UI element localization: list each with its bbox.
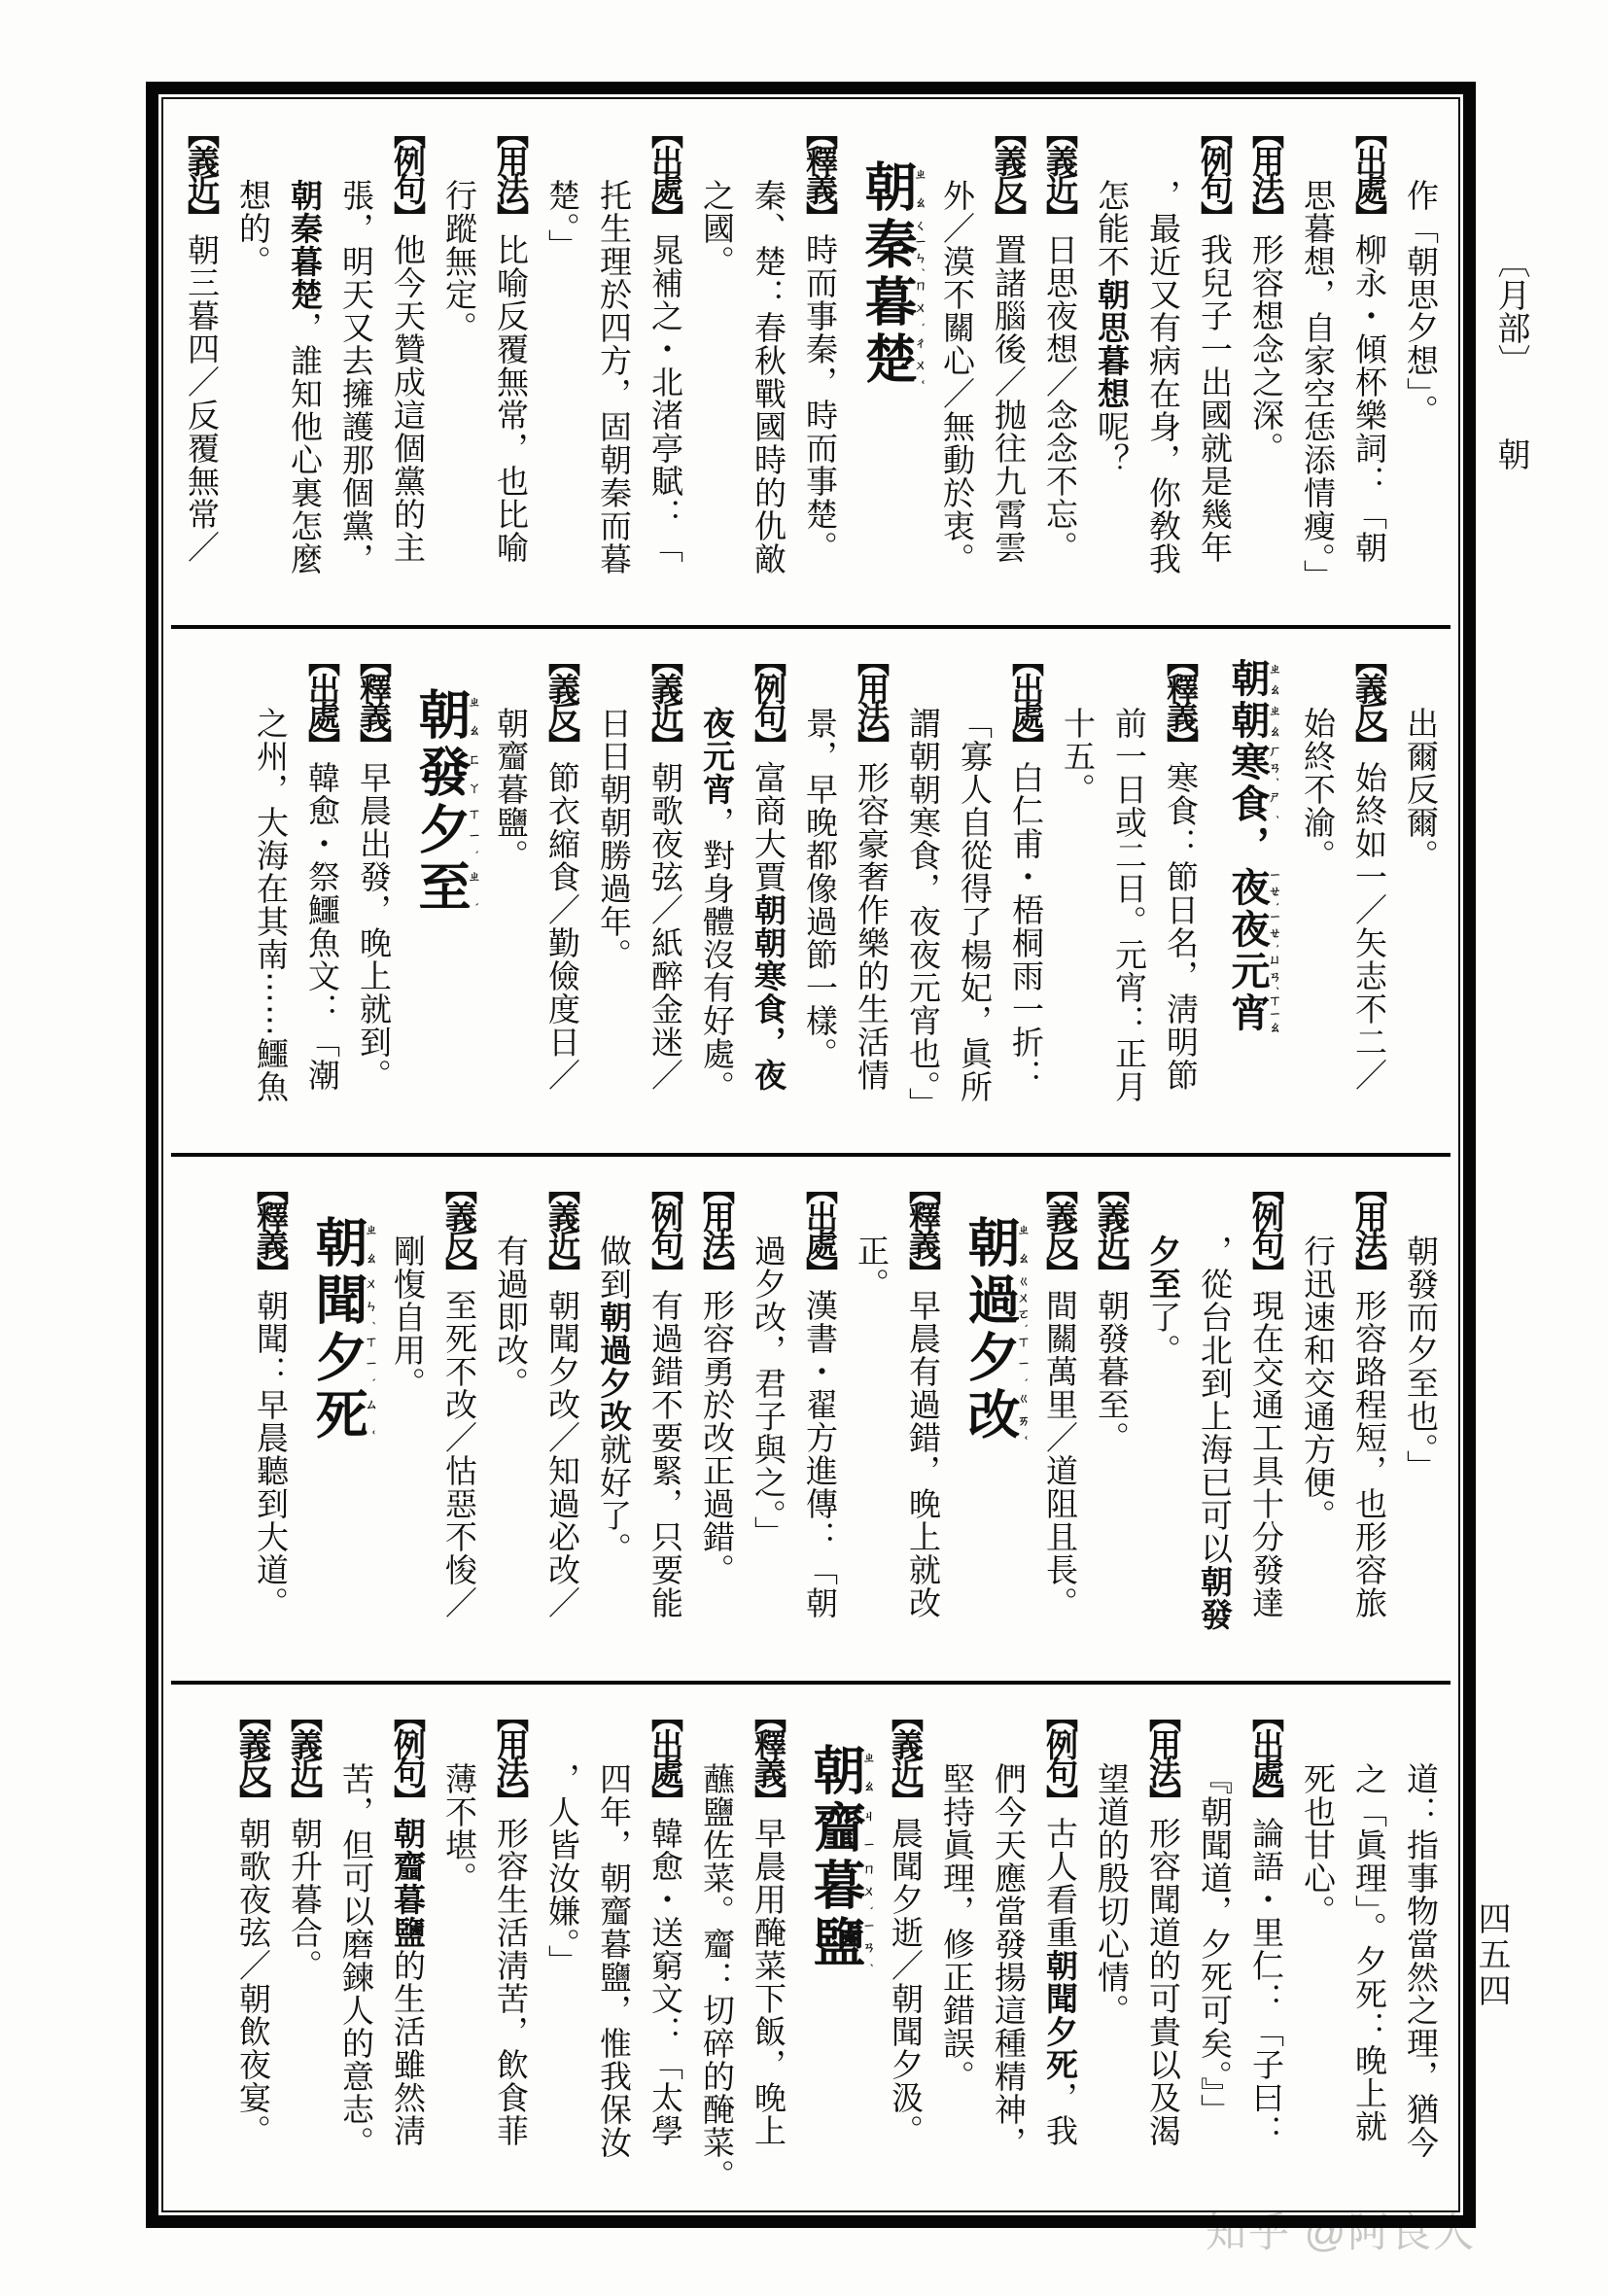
body-text: 十五。: [1059, 707, 1094, 806]
section-label: 【出處】: [1007, 644, 1042, 757]
section-column: [483, 1690, 535, 2203]
body-text: 做到: [595, 1235, 630, 1301]
text-column: [1393, 635, 1445, 1147]
text-column: [1084, 107, 1136, 619]
body-text: 正。: [853, 1235, 888, 1301]
section-column: [1342, 635, 1393, 1147]
content-frame: [146, 82, 1476, 2228]
section-column: [432, 1163, 483, 1675]
zhuyin-annotation: ㄇㄨˋ: [912, 274, 927, 331]
body-text: 形容生活淸苦，飲食菲: [492, 1817, 527, 2147]
section-label: 【義反】: [990, 117, 1025, 229]
section-label: 【義近】: [286, 1700, 321, 1813]
idiom-emphasis: 朝秦暮楚: [286, 179, 321, 311]
section-column: [535, 1163, 586, 1675]
section-label: 【例句】: [1196, 117, 1231, 229]
section-column: [981, 107, 1032, 619]
zhuyin-annotation: ㄓㄠ: [1267, 658, 1281, 700]
section-label: 【出處】: [303, 644, 338, 757]
body-text: ，我: [1041, 2081, 1076, 2147]
body-text: 比喻反覆無常，也比喻: [492, 233, 527, 564]
body-text: 形容聞道的可貴以及渴: [1144, 1817, 1179, 2147]
section-label: 【義反】: [1041, 1172, 1076, 1285]
text-column: [1136, 1163, 1187, 1675]
text-column: [535, 1690, 586, 2203]
text-column: [586, 635, 638, 1147]
section-label: 【義近】: [1093, 1172, 1128, 1285]
idiom-title: 朝ㄓㄠ齏ㄐㄧ暮ㄇㄨˋ鹽ㄧㄢˊ: [806, 1743, 876, 1972]
body-text: 就好了。: [595, 1433, 630, 1565]
body-text: 的生活雖然淸: [389, 1949, 424, 2147]
text-column: [792, 635, 844, 1147]
section-label: 【義反】: [543, 644, 578, 757]
body-text: 之州，大海在其南⋯⋯鱷魚: [252, 707, 287, 1103]
section-column: [1032, 1163, 1084, 1675]
body-text: 節衣縮食／勤儉度日／: [543, 761, 578, 1092]
text-column: [929, 1690, 981, 2203]
zhuyin-annotation: ㄍㄨㄛˋ: [1015, 1272, 1031, 1330]
body-text: 剛愎自用。: [389, 1235, 424, 1400]
body-text: 之「眞理」。夕死：晚上就: [1350, 1762, 1385, 2143]
text-column: [689, 107, 741, 619]
zhuyin-annotation: ㄐㄧ: [860, 1800, 876, 1858]
section-label: 【義近】: [543, 1172, 578, 1285]
section-label: 【用法】: [853, 644, 888, 757]
body-text: 們今天應當發揚這種精神，: [990, 1762, 1025, 2159]
body-text: 始終不渝。: [1299, 707, 1334, 872]
zhuyin-annotation: ㄧㄢˊ: [860, 1915, 876, 1972]
text-column: [483, 635, 535, 1147]
section-column: [638, 1163, 689, 1675]
section-label: 【義反】: [1350, 644, 1385, 757]
watermark: 知乎 @阿良人: [1206, 2209, 1477, 2255]
body-text: 朝聞：早晨聽到大道。: [252, 1289, 287, 1619]
zhuyin-annotation: ㄩㄢˊ: [1267, 951, 1281, 992]
zhuyin-annotation: ㄓˋ: [466, 859, 481, 917]
zhuyin-annotation: ㄨㄣˊ: [363, 1272, 378, 1330]
section-column: [1032, 107, 1084, 619]
idiom-emphasis: 朝聞夕死: [1041, 1949, 1076, 2081]
body-text: 死也甘心。: [1299, 1762, 1334, 1928]
body-text: 怎能不: [1093, 179, 1128, 278]
text-column: [1084, 1690, 1136, 2203]
section-label: 【釋義】: [355, 644, 390, 757]
idiom-emphasis: 朝思暮想: [1093, 278, 1128, 410]
body-text: ，最近又有病在身，你敎我: [1144, 179, 1179, 575]
body-text: 日思夜想／念念不忘。: [1041, 233, 1076, 564]
body-text: 朝歌夜弦／紙醉金迷／: [647, 761, 682, 1092]
body-text: 形容想念之深。: [1247, 233, 1282, 465]
section-column: [998, 635, 1050, 1147]
text-column: [1393, 1163, 1445, 1675]
body-text: 前一日或二日。元宵：正月: [1110, 707, 1145, 1103]
section-label: 【用法】: [492, 117, 527, 229]
body-text: 朝發而夕至也。」: [1402, 1235, 1437, 1483]
body-text: 謂朝朝寒食，夜夜元宵也。」: [904, 707, 939, 1121]
section-column: [1239, 1163, 1290, 1675]
body-text: 堅持眞理，修正錯誤。: [938, 1762, 973, 2093]
frame-inner-border: [161, 97, 1460, 2212]
body-text: 朝齏暮鹽。: [492, 707, 527, 872]
text-column: [1136, 107, 1187, 619]
zhuyin-annotation: ㄓㄠ: [860, 1743, 876, 1800]
section-column: [1084, 1163, 1136, 1675]
text-column: [741, 107, 792, 619]
section-column: [295, 635, 346, 1147]
section-label: 【用法】: [1247, 117, 1282, 229]
idiom-emphasis: 夜元宵: [698, 707, 733, 806]
text-column: [329, 1690, 380, 2203]
body-text: 了。: [1144, 1301, 1179, 1367]
text-column: [689, 635, 741, 1147]
section-column: [844, 635, 895, 1147]
body-text: 有過即改。: [492, 1235, 527, 1400]
idiom-title: 朝ㄓㄠ發ㄈㄚ夕ㄒㄧˋ至ㄓˋ: [411, 687, 481, 917]
section-label: 【釋義】: [1162, 644, 1197, 757]
body-text: 日日朝朝勝過年。: [595, 707, 630, 971]
body-text: 朝歌夜弦／朝飲夜宴。: [234, 1817, 269, 2147]
body-text: 早晨有過錯，晚上就改: [904, 1289, 939, 1619]
text-column: [432, 1690, 483, 2203]
section-column: [174, 107, 226, 619]
section-label: 【出處】: [1247, 1700, 1282, 1813]
body-text: 間關萬里／道阻且長。: [1041, 1289, 1076, 1619]
text-column: [1290, 1690, 1342, 2203]
section-column: [1032, 1690, 1084, 2203]
body-text: 托生理於四方，固朝秦而暮: [595, 179, 630, 575]
body-text: 四年，朝齏暮鹽，惟我保汝: [595, 1762, 630, 2159]
zhuyin-annotation: ㄍㄞˇ: [1015, 1387, 1031, 1444]
section-column: [895, 1163, 947, 1675]
section-column: [741, 1690, 792, 2203]
text-column: [689, 1690, 741, 2203]
body-text: 早晨用醃菜下飯，晚上: [750, 1817, 785, 2147]
section-column: [792, 1163, 844, 1675]
section-column: [1239, 1690, 1290, 2203]
section-label: 【出處】: [647, 117, 682, 229]
text-column: [929, 107, 981, 619]
idiom-title: 朝ㄓㄠ秦ㄑㄧㄣˊ暮ㄇㄨˋ楚ㄔㄨˇ: [857, 159, 927, 389]
body-text: 朝三暮四／反覆無常／: [183, 233, 218, 564]
body-text: 「寡人自從得了楊妃，眞所: [956, 707, 991, 1103]
body-text: 寒食：節日名，淸明節: [1162, 761, 1197, 1092]
body-text: 我兒子一出國就是幾年: [1196, 233, 1231, 564]
zhuyin-annotation: ㄓㄠ: [912, 159, 927, 217]
body-text: ，人皆汝嫌。」: [543, 1762, 578, 1978]
section-label: 【例句】: [389, 117, 424, 229]
body-text: 形容勇於改正過錯。: [698, 1289, 733, 1586]
body-text: 漢書・翟方進傳：「朝: [801, 1289, 836, 1619]
text-column: [243, 635, 295, 1147]
body-text: 晨聞夕逝／朝聞夕汲。: [887, 1817, 922, 2147]
body-text: 望道的殷切心情。: [1093, 1762, 1128, 2027]
section-column: [1342, 107, 1393, 619]
idiom-emphasis: 朝齏暮鹽: [389, 1817, 424, 1949]
band-row-2: [169, 629, 1452, 1153]
band-row-1: [169, 101, 1452, 625]
zhuyin-annotation: ㄙˇ: [363, 1387, 378, 1444]
section-column: [1239, 107, 1290, 619]
zhuyin-annotation: ㄒㄧˋ: [363, 1330, 378, 1387]
section-label: 【義近】: [183, 117, 218, 229]
section-label: 【例句】: [647, 1172, 682, 1285]
body-text: 朝發暮至。: [1093, 1289, 1128, 1454]
body-text: 柳永・傾杯樂詞：「朝: [1350, 233, 1385, 564]
text-column: [1050, 635, 1101, 1147]
section-column: [1342, 1163, 1393, 1675]
body-text: 張，明天又去擁護那個黨，: [337, 179, 372, 575]
section-label: 【用法】: [698, 1172, 733, 1285]
band-row-3: [169, 1157, 1452, 1681]
body-text: 秦、楚：春秋戰國時的仇敵: [750, 179, 785, 575]
section-column: [792, 107, 844, 619]
text-column: [1290, 107, 1342, 619]
zhuyin-annotation: ㄕˊ: [1267, 783, 1281, 825]
text-column: [277, 107, 329, 619]
idiom-emphasis: 朝朝寒食，夜: [750, 893, 785, 1092]
zhuyin-annotation: ㄑㄧㄣˊ: [912, 217, 927, 274]
body-text: 形容豪奢作樂的生活情: [853, 761, 888, 1092]
body-text: 之國。: [698, 179, 733, 278]
text-column: [1101, 635, 1153, 1147]
section-column: [380, 1690, 432, 2203]
section-label: 【用法】: [1350, 1172, 1385, 1285]
zhuyin-annotation: ㄓㄠ: [1015, 1215, 1031, 1272]
body-text: 出爾反爾。: [1402, 707, 1437, 872]
section-column: [346, 635, 398, 1147]
zhuyin-annotation: ㄧㄝˋ: [1267, 867, 1281, 909]
text-column: [329, 107, 380, 619]
body-text: 富商大賈: [750, 761, 785, 893]
text-column: [432, 107, 483, 619]
text-column: [1393, 1690, 1445, 2203]
text-column: [1342, 1690, 1393, 2203]
section-label: 【用法】: [1144, 1700, 1179, 1813]
body-text: 他今天贊成這個黨的主: [389, 233, 424, 564]
text-column: [483, 1163, 535, 1675]
idiom-title: 朝ㄓㄠ朝ㄓㄠ寒ㄏㄢˊ食ㄕˊ，夜ㄧㄝˋ夜ㄧㄝˋ元ㄩㄢˊ宵ㄒㄧㄠ: [1226, 658, 1281, 1034]
section-label: 【義近】: [1041, 117, 1076, 229]
section-column: [1187, 107, 1239, 619]
body-text: 楚。」: [543, 179, 578, 262]
section-label: 【例句】: [1247, 1172, 1282, 1285]
zhuyin-annotation: ㄓㄠ: [1267, 700, 1281, 742]
idiom-emphasis: 夕至: [1144, 1235, 1179, 1301]
section-label: 【義近】: [887, 1700, 922, 1813]
text-column: [981, 1690, 1032, 2203]
section-label: 【出處】: [801, 1172, 836, 1285]
section-label: 【例句】: [1041, 1700, 1076, 1813]
idiom-title: 朝ㄓㄠ聞ㄨㄣˊ夕ㄒㄧˋ死ㄙˇ: [308, 1215, 378, 1444]
body-text: 想的。: [234, 179, 269, 278]
body-text: 韓愈・送窮文：「太學: [647, 1817, 682, 2147]
body-text: 早晨出發，晚上就到。: [355, 761, 390, 1092]
zhuyin-annotation: ㄧㄝˋ: [1267, 909, 1281, 951]
text-column: [895, 635, 947, 1147]
section-column: [638, 1690, 689, 2203]
body-text: 有過錯不要緊，只要能: [647, 1289, 682, 1619]
section-label: 【用法】: [492, 1700, 527, 1813]
body-text: 外／漠不關心／無動於衷。: [938, 179, 973, 575]
band-row-4: [169, 1685, 1452, 2209]
body-text: 過夕改，君子與之。」: [750, 1235, 785, 1549]
section-label: 【出處】: [647, 1700, 682, 1813]
body-text: 行蹤無定。: [440, 179, 475, 344]
body-text: 晁補之・北渚亭賦：「: [647, 233, 682, 564]
section-column: [243, 1163, 295, 1675]
text-column: [1187, 1163, 1239, 1675]
section-label: 【例句】: [389, 1700, 424, 1813]
text-column: [586, 1690, 638, 2203]
page-number: 四五四: [1473, 1901, 1509, 2009]
section-column: [1136, 1690, 1187, 2203]
body-text: ，對身體沒有好處。: [698, 806, 733, 1103]
section-label: 【釋義】: [252, 1172, 287, 1285]
section-column: [380, 107, 432, 619]
zhuyin-annotation: ㄓㄠ: [363, 1215, 378, 1272]
section-column: [535, 635, 586, 1147]
text-column: [1290, 635, 1342, 1147]
body-text: 形容路程短，也形容旅: [1350, 1289, 1385, 1619]
zhuyin-annotation: ㄒㄧㄠ: [1267, 992, 1281, 1034]
body-text: 道：指事物當然之理，猶今: [1402, 1762, 1437, 2159]
section-label: 【義反】: [440, 1172, 475, 1285]
section-label: 【釋義】: [750, 1700, 785, 1813]
text-column: [1187, 1690, 1239, 2203]
body-text: ，誰知他心裏怎麼: [286, 311, 321, 575]
body-text: 苦，但可以磨鍊人的意志。: [337, 1762, 372, 2159]
section-column: [483, 107, 535, 619]
text-column: [380, 1163, 432, 1675]
body-text: 置諸腦後／抛往九霄雲: [990, 233, 1025, 564]
body-text: 白仁甫・梧桐雨一折：: [1007, 761, 1042, 1092]
body-text: 韓愈・祭鱷魚文：「潮: [303, 761, 338, 1092]
section-label: 【例句】: [750, 644, 785, 757]
section-label: 【釋義】: [801, 117, 836, 229]
idiom-emphasis: 朝過夕改: [595, 1301, 630, 1433]
zhuyin-annotation: ㄇㄨˋ: [860, 1858, 876, 1915]
radical-label: 〔月部〕: [1492, 245, 1528, 377]
body-text: 思暮想，自家空恁添情瘦。」: [1299, 179, 1334, 593]
section-label: 【出處】: [1350, 117, 1385, 229]
text-column: [586, 1163, 638, 1675]
body-text: 呢？: [1093, 410, 1128, 476]
zhuyin-annotation: ㄈㄚ: [466, 745, 481, 802]
body-text: 論語・里仁：「子曰：: [1247, 1817, 1282, 2147]
text-column: [586, 107, 638, 619]
body-text: 作「朝思夕想」。: [1402, 179, 1437, 428]
text-column: [535, 107, 586, 619]
body-text: 朝聞夕改／知過必改／: [543, 1289, 578, 1619]
zhuyin-annotation: ㄓㄠ: [466, 687, 481, 745]
text-column: [844, 1163, 895, 1675]
body-text: 時而事秦，時而事楚。: [801, 233, 836, 564]
section-column: [277, 1690, 329, 2203]
section-column: [878, 1690, 929, 2203]
zhuyin-annotation: ㄒㄧˋ: [1015, 1330, 1031, 1387]
section-column: [1153, 635, 1205, 1147]
zhuyin-annotation: ㄔㄨˇ: [912, 331, 927, 389]
text-column: [1393, 107, 1445, 619]
body-text: 朝升暮合。: [286, 1817, 321, 1982]
idiom-emphasis: 朝發: [1196, 1565, 1231, 1631]
body-text: 薄不堪。: [440, 1762, 475, 1895]
section-column: [638, 635, 689, 1147]
radical-section-label: [1482, 245, 1538, 470]
section-column: [689, 1163, 741, 1675]
idiom-title: 朝ㄓㄠ過ㄍㄨㄛˋ夕ㄒㄧˋ改ㄍㄞˇ: [961, 1215, 1031, 1444]
section-label: 【釋義】: [904, 1172, 939, 1285]
section-column: [638, 107, 689, 619]
zhuyin-annotation: ㄒㄧˋ: [466, 802, 481, 859]
section-column: [741, 635, 792, 1147]
text-column: [741, 1163, 792, 1675]
zhuyin-annotation: ㄏㄢˊ: [1267, 742, 1281, 783]
section-label: 【義近】: [647, 644, 682, 757]
section-column: [226, 1690, 277, 2203]
body-text: 『朝聞道，夕死可矣。』」: [1196, 1762, 1231, 2127]
body-text: 景，早晚都像過節一樣。: [801, 707, 836, 1070]
radical-char: 朝: [1492, 437, 1528, 470]
text-column: [1290, 1163, 1342, 1675]
body-text: ，從台北到上海已可以: [1196, 1235, 1231, 1565]
section-label: 【義反】: [234, 1700, 269, 1813]
body-text: 蘸鹽佐菜。齏：切碎的醃菜。: [698, 1762, 733, 2192]
text-column: [226, 107, 277, 619]
text-column: [947, 635, 998, 1147]
body-text: 至死不改／怙惡不悛／: [440, 1289, 475, 1619]
body-text: 古人看重: [1041, 1817, 1076, 1949]
body-text: 行迅速和交通方便。: [1299, 1235, 1334, 1532]
body-text: 現在交通工具十分發達: [1247, 1289, 1282, 1619]
body-text: 始終如一／矢志不二／: [1350, 761, 1385, 1092]
